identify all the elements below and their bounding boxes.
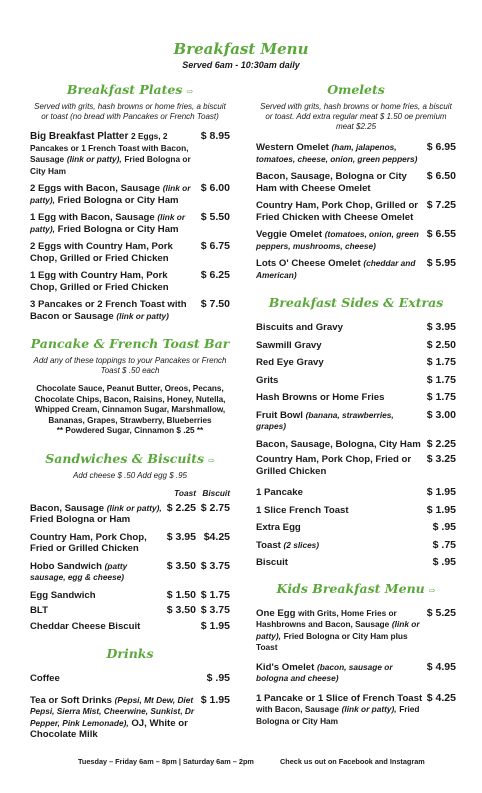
sandwich-row: Egg Sandwich $ 1.50 $ 1.75 <box>30 588 230 601</box>
sandwich-row: Cheddar Cheese Biscuit $ 1.95 <box>30 619 230 632</box>
item-price: $ .95 <box>432 521 456 533</box>
menu-title: Breakfast Menu <box>173 40 309 58</box>
omelets-note: Served with grits, hash browns or home fries, a biscuit or toast. Add extra regular meat $ 1.50 oe premium meat $2.25 <box>260 102 452 131</box>
menu-item: Western Omelet (ham, jalapenos, tomatoes, cheese, onion, green peppers) $ 6.95 <box>256 141 456 164</box>
item-price: $ .95 <box>432 556 456 568</box>
menu-item: Toast (2 slices) $ .75 <box>256 538 456 551</box>
sides-title-text: Breakfast Sides & Extras <box>268 295 444 310</box>
section-title-kids <box>256 581 456 596</box>
toppings-list: Chocolate Sauce, Peanut Butter, Oreos, Pecans, Chocolate Chips, Bacon, Raisins, Honey, Nutella, Whipped Cream, Cinnamon Sugar, Marshmallow, Bananas, Grapes, Strawberry, Blueberries ** Powdered Sugar, Cinnamon $ .25 ** <box>34 384 226 435</box>
item-price: $ 1.95 <box>426 486 456 498</box>
arrow-icon: ⇨ <box>428 584 436 595</box>
item-price: $ 7.25 <box>426 199 456 211</box>
menu-item: Red Eye Gravy $ 1.75 <box>256 356 456 368</box>
menu-header <box>0 40 482 70</box>
item-price: $ 3.25 <box>426 453 456 465</box>
menu-item: Extra Egg $ .95 <box>256 521 456 533</box>
menu-item: 3 Pancakes or 2 French Toast with Bacon or Sausage (link or patty) $ 7.50 <box>30 298 230 322</box>
sandwiches-note: Add cheese $ .50 Add egg $ .95 <box>72 470 187 480</box>
menu-item: 1 Egg with Country Ham, Pork Chop, Grilled or Fried Chicken $ 6.25 <box>30 269 230 293</box>
item-price: $ 3.95 <box>426 321 456 333</box>
item-price: $ 1.75 <box>426 373 456 386</box>
menu-item: Bacon, Sausage, Bologna, City Ham $ 2.25 <box>256 437 456 450</box>
menu-item: 2 Eggs with Bacon, Sausage (link or patty), Fried Bologna or City Ham $ 6.00 <box>30 182 230 206</box>
menu-item: Bacon, Sausage, Bologna or City Ham with Cheese Omelet $ 6.50 <box>256 170 456 194</box>
arrow-icon: ⇨ <box>208 454 215 465</box>
sandwich-row: Hobo Sandwich (patty sausage, egg & cheese) $ 3.50 $ 3.75 <box>30 559 230 582</box>
sandwiches-title-text: Sandwiches & Biscuits <box>45 450 205 466</box>
item-price: $ 5.95 <box>426 257 456 269</box>
footer-social: Check us out on Facebook and Instagram <box>280 757 425 766</box>
section-title-sides <box>256 295 456 310</box>
section-title-sandwiches <box>30 451 230 466</box>
kids-title-text: Kids Breakfast Menu <box>276 580 425 596</box>
menu-item: 1 Egg with Bacon, Sausage (link or patty), Fried Bologna or City Ham $ 5.50 <box>30 211 230 235</box>
menu-item: Veggie Omelet (tomatoes, onion, green peppers, mushrooms, cheese) $ 6.55 <box>256 228 456 251</box>
plates-title-text: Breakfast Plates <box>66 82 183 97</box>
item-price: $ 4.95 <box>426 660 456 673</box>
item-price: $ 7.50 <box>200 298 230 310</box>
sandwich-row: Bacon, Sausage (link or patty), Fried Bologna or Ham $ 2.25 $ 2.75 <box>30 501 230 525</box>
menu-item: Big Breakfast Platter 2 Eggs, 2 Pancakes or 1 French Toast with Bacon, Sausage (link or patty), Fried Bologna or City Ham $ 8.95 <box>30 130 230 176</box>
menu-item: Hash Browns or Home Fries $ 1.75 <box>256 391 456 403</box>
menu-item: Lots O' Cheese Omelet (cheddar and American) $ 5.95 <box>256 257 456 280</box>
item-price: $ 5.50 <box>200 211 230 223</box>
left-column <box>30 82 230 741</box>
plates-note: Served with grits, hash browns or home fries, a biscuit or toast (no bread with Pancakes or French Toast) <box>34 102 226 121</box>
menu-item: 1 Pancake $ 1.95 <box>256 486 456 498</box>
section-title-drinks: Drinks <box>106 646 154 661</box>
sandwich-column-headers: Toast Biscuit <box>174 487 230 498</box>
item-price: $ 6.25 <box>200 269 230 281</box>
menu-item: Country Ham, Pork Chop, Fried or Grilled Chicken $ 3.25 <box>256 453 456 477</box>
item-price: $ 4.25 <box>426 691 456 704</box>
item-price: $ 6.55 <box>426 228 456 240</box>
menu-item: Kid's Omelet (bacon, sausage or bologna and cheese) $ 4.95 <box>256 660 456 683</box>
menu-item: 1 Slice French Toast $ 1.95 <box>256 503 456 516</box>
item-price: $ .75 <box>432 538 456 551</box>
item-price: $ 6.50 <box>426 170 456 182</box>
item-price: $ 8.95 <box>200 130 230 142</box>
menu-item: Sawmill Gravy $ 2.50 <box>256 338 456 351</box>
sandwich-row: Country Ham, Pork Chop, Fried or Grilled Chicken $ 3.95 $4.25 <box>30 530 230 554</box>
menu-item: Country Ham, Pork Chop, Grilled or Fried Chicken with Cheese Omelet $ 7.25 <box>256 199 456 223</box>
item-price: $ 2.25 <box>426 437 456 450</box>
right-column <box>256 82 456 727</box>
item-price: $ 2.50 <box>426 338 456 351</box>
sandwich-row: BLT $ 3.50 $ 3.75 <box>30 604 230 616</box>
menu-item: Grits $ 1.75 <box>256 373 456 386</box>
arrow-icon: ⇨ <box>186 86 194 96</box>
menu-item: Coffee $ .95 <box>30 672 230 684</box>
menu-item: Tea or Soft Drinks (Pepsi, Mt Dew, Diet Pepsi, Sierra Mist, Cheerwine, Sunkist, Dr Pepper, Pink Lemonade), OJ, White or Chocolate Milk $ 1.95 <box>30 693 230 740</box>
item-price: $ 5.25 <box>426 606 456 619</box>
item-price: $ 1.95 <box>426 503 456 516</box>
item-price: $ 1.75 <box>426 391 456 403</box>
section-title-plates <box>30 82 230 97</box>
item-price: $ 6.75 <box>200 240 230 252</box>
menu-item: Biscuits and Gravy $ 3.95 <box>256 321 456 333</box>
section-title-omelets: Omelets <box>327 82 385 97</box>
serving-hours: Served 6am - 10:30am daily <box>182 60 300 70</box>
item-price: $ 6.00 <box>200 182 230 194</box>
item-price: $ .95 <box>206 672 230 684</box>
pancake-bar-note: Add any of these toppings to your Pancakes or French Toast $ .50 each <box>33 356 227 375</box>
item-price: $ 6.95 <box>426 141 456 153</box>
item-price: $ 1.95 <box>200 693 230 706</box>
item-price: $ 3.00 <box>426 408 456 421</box>
menu-item: Biscuit $ .95 <box>256 556 456 568</box>
menu-item: 1 Pancake or 1 Slice of French Toast with Bacon, Sausage (link or patty), Fried Bologna or City Ham $ 4.25 <box>256 691 456 726</box>
footer-hours: Tuesday – Friday 6am – 8pm | Saturday 6am – 2pm <box>78 757 254 766</box>
menu-item: Fruit Bowl (banana, strawberries, grapes) $ 3.00 <box>256 408 456 431</box>
menu-item: 2 Eggs with Country Ham, Pork Chop, Grilled or Fried Chicken $ 6.75 <box>30 240 230 264</box>
menu-item: One Egg with Grits, Home Fries or Hashbrowns and Bacon, Sausage (link or patty), Fried Bologna or City Ham plus Toast $ 5.25 <box>256 606 456 652</box>
item-price: $ 1.75 <box>426 356 456 368</box>
section-title-pancake-bar: Pancake & French Toast Bar <box>30 336 230 351</box>
